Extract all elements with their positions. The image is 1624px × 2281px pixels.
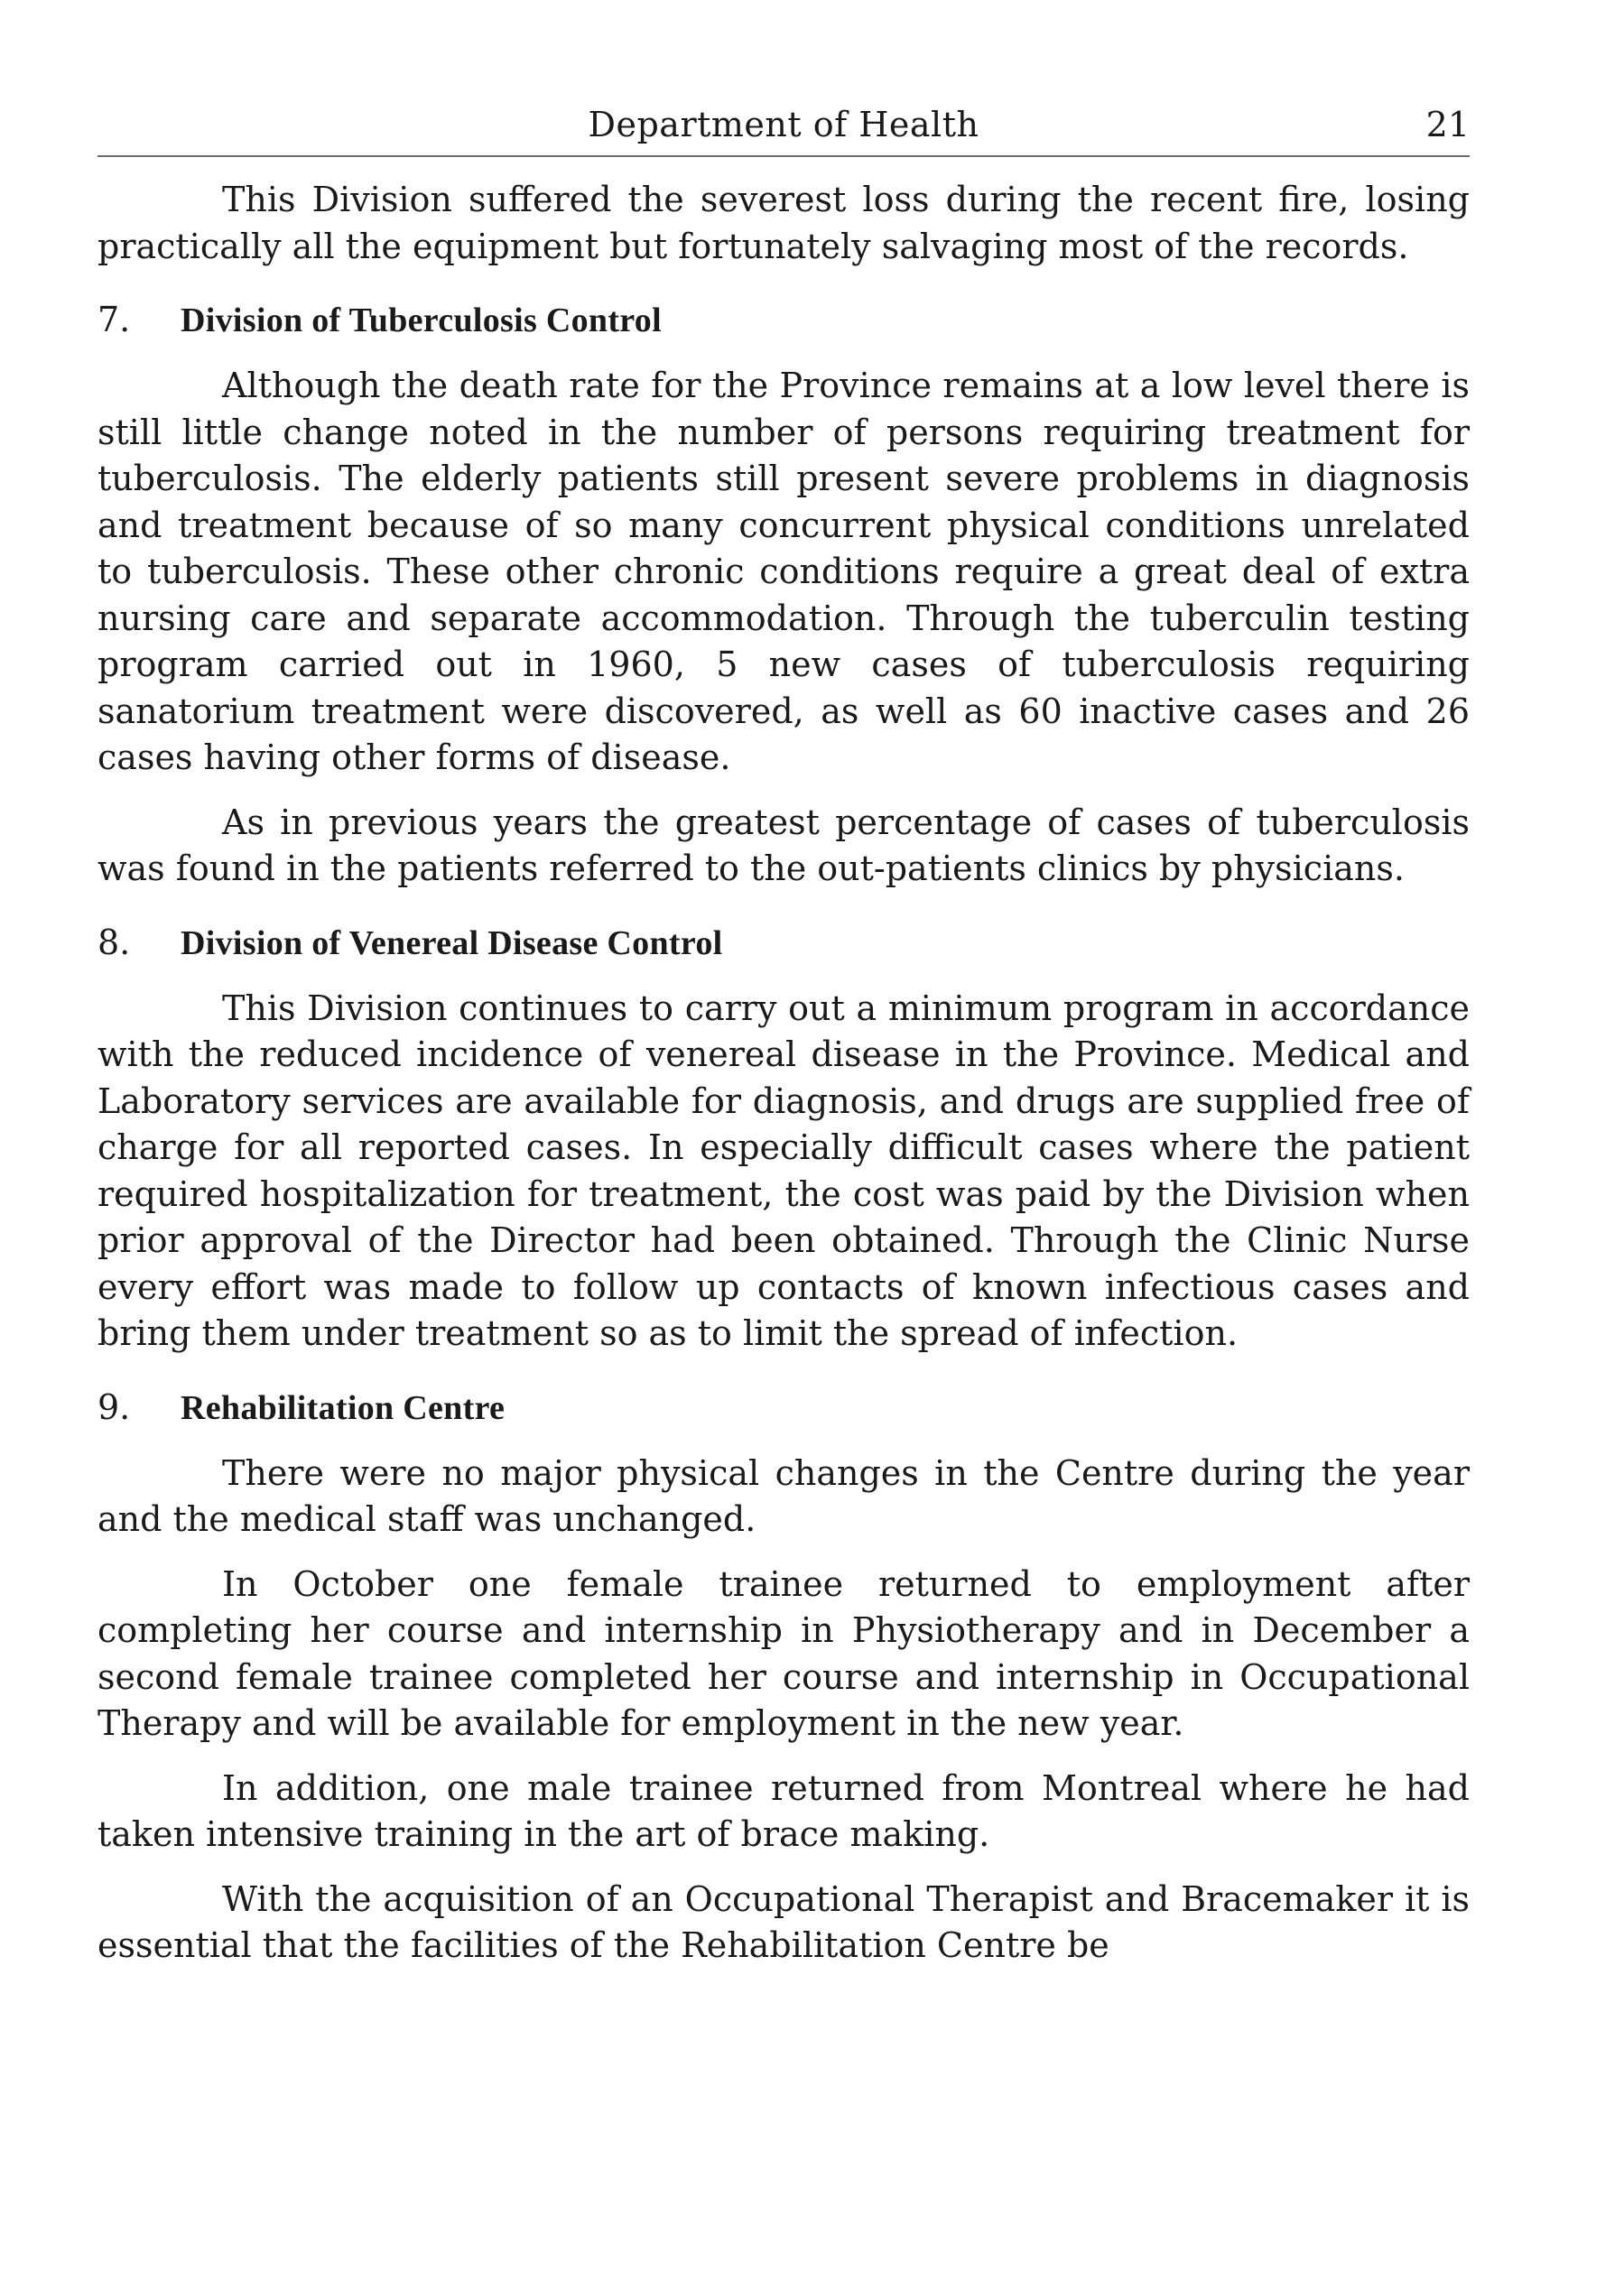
section-number: 9. [97, 1386, 131, 1427]
section-title: Division of Tuberculosis Control [181, 301, 662, 339]
running-title: Department of Health [588, 105, 979, 144]
paragraph: This Division continues to carry out a minimum program in accordance with the reduced incidence of venereal disease in the Province. Medical and Laboratory services are available for diagnosis, and drugs are supplied free of charge for all reported cases. In especially difficult cases where the patient required hospitalization for treatment, the cost was paid by the Division when prior approval of the Director had been obtained. Through the Clinic Nurse every effort was made to follow up contacts of known infectious cases and bring them under treatment so as to limit the spread of infection. [97, 988, 1470, 1353]
section-number: 7. [97, 300, 131, 339]
paragraph: In addition, one male trainee returned from Montreal where he had taken intensive training in the art of brace making. [97, 1767, 1470, 1854]
section-number: 8. [97, 922, 131, 962]
document-page [97, 101, 1470, 1988]
running-header [97, 101, 1470, 157]
paragraph: There were no major physical changes in the Centre during the year and the medical staff was unchanged. [97, 1452, 1470, 1539]
section-heading-tuberculosis [97, 297, 1470, 343]
page-number: 21 [1425, 105, 1470, 144]
paragraph: With the acquisition of an Occupational Therapist and Bracemaker it is essential that the facilities of the Rehabilitation Centre be [97, 1878, 1470, 1965]
section-title: Division of Venereal Disease Control [181, 923, 723, 962]
intro-paragraph: This Division suffered the severest loss during the recent fire, losing practically all the equipment but fortunately salvaging most of the records. [97, 180, 1470, 266]
section-title: Rehabilitation Centre [181, 1388, 506, 1427]
section-heading-venereal-disease [97, 920, 1470, 966]
paragraph: In October one female trainee returned to employment after completing her course and internship in Physiotherapy and in December a second female trainee completed her course and internship in Occupational Therapy and will be available for employment in the new year. [97, 1563, 1470, 1743]
section-heading-rehabilitation [97, 1385, 1470, 1431]
paragraph: As in previous years the greatest percentage of cases of tuberculosis was found in the patients referred to the out-patients clinics by physicians. [97, 802, 1470, 888]
paragraph: Although the death rate for the Province remains at a low level there is still little change noted in the number of persons requiring treatment for tuberculosis. The elderly patients still present severe problems in diagnosis and treatment because of so many concurrent physical conditions unrelated to tuberculosis. These other chronic conditions require a great deal of extra nursing care and separate accommodation. Through the tuberculin testing program carried out in 1960, 5 new cases of tuberculosis requiring sanatorium treatment were discovered, as well as 60 inactive cases and 26 cases having other forms of disease. [97, 366, 1470, 777]
